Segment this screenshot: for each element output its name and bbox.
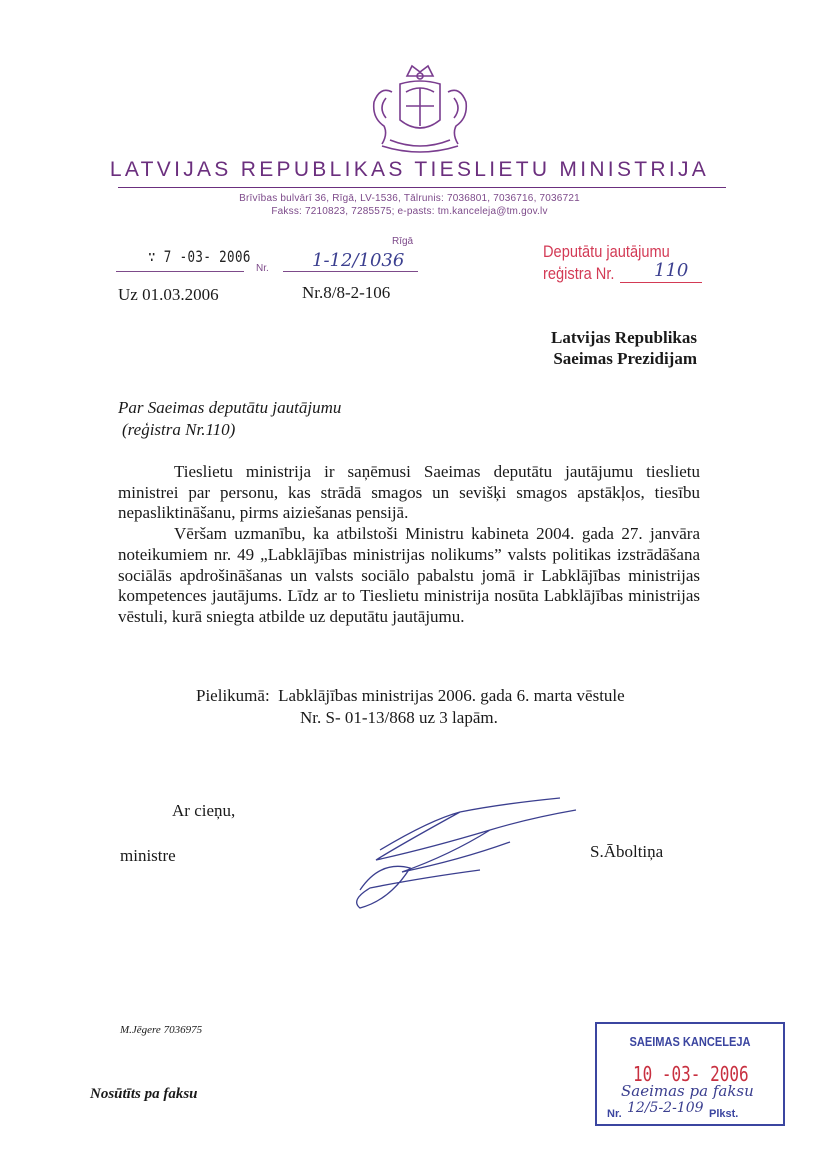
registry-number: 110 [654, 260, 689, 281]
letterhead-divider [118, 187, 726, 188]
closing-greeting: Ar cieņu, [172, 801, 236, 820]
registry-underline [620, 282, 702, 283]
date-stamp: ∵ 7 -03- 2006 [148, 247, 251, 266]
attachment-line1: Pielikumā: Labklājības ministrijas 2006. gada 6. marta vēstule [196, 686, 625, 705]
chancery-stamp-plkst: Plkst. [709, 1108, 739, 1120]
chancery-stamp [595, 1022, 785, 1126]
in-reply-date: Uz 01.03.2006 [118, 285, 219, 304]
recipient-line1: Latvijas Republikas [551, 328, 697, 347]
subject-line1: Par Saeimas deputātu jautājumu [118, 398, 342, 417]
date-underline [116, 271, 244, 272]
coat-of-arms-icon [362, 62, 478, 158]
signature-icon [340, 790, 580, 920]
nr-label: Nr. [256, 263, 269, 274]
registry-stamp-line1: Deputātu jautājumu [543, 242, 670, 261]
letter-body [118, 462, 700, 628]
address-line: Brīvības bulvārī 36, Rīgā, LV-1536, Tālrunis: 7036801, 7036716, 7036721 [239, 193, 580, 204]
chancery-stamp-nr-value: 12/5-2-109 [627, 1100, 704, 1116]
chancery-stamp-nr-label: Nr. [607, 1108, 622, 1120]
in-reply-number: Nr.8/8-2-106 [302, 283, 391, 302]
ministry-name: LATVIJAS REPUBLIKAS TIESLIETU MINISTRIJA [109, 158, 710, 181]
body-paragraph-2: Vēršam uzmanību, ka atbilstoši Ministru kabineta 2004. gada 27. janvāra noteikumiem nr. 49 „Labklājības ministrijas nolikums” valsts politikas izstrādāšana sociālās apdrošināšanas un valsts sociālo pabalstu jomā ir Labklājības ministrijas kompetences jautājums. Līdz ar to Tieslietu ministrija nosūta Labklājības ministrijas vēstuli, kurā sniegta atbilde uz deputātu jautājumu. [118, 524, 700, 626]
fax-note: Nosūtīts pa faksu [90, 1086, 198, 1102]
contact-line: Fakss: 7210823, 7285575; e-pasts: tm.kanceleja@tm.gov.lv [271, 206, 548, 217]
signer-position: ministre [120, 846, 176, 865]
subject-line2: (reģistra Nr.110) [122, 420, 236, 439]
executor-info: M.Jēgere 7036975 [120, 1024, 203, 1036]
chancery-stamp-handwritten: Saeimas pa faksu [621, 1082, 754, 1100]
chancery-stamp-title: SAEIMAS KANCELEJA [629, 1034, 751, 1049]
registry-stamp-line2: reģistra Nr. [543, 264, 615, 283]
body-paragraph-1: Tieslietu ministrija ir saņēmusi Saeimas deputātu jautājumu tieslietu ministrei par personu, kas strādā smagos un sevišķi smagos apstākļos, tiesību nepasliktināšanu, pirms aiziešanas pensijā. [118, 462, 700, 523]
signer-name: S.Āboltiņa [590, 842, 664, 861]
outgoing-number: 1-12/1036 [312, 250, 405, 271]
recipient-line2: Saeimas Prezidijam [553, 349, 697, 368]
city-label: Rīgā [392, 236, 414, 247]
chancery-stamp-date: 10 -03- 2006 [633, 1062, 749, 1086]
attachment-line2: Nr. S- 01-13/868 uz 3 lapām. [300, 708, 498, 727]
nr-underline [283, 271, 418, 272]
